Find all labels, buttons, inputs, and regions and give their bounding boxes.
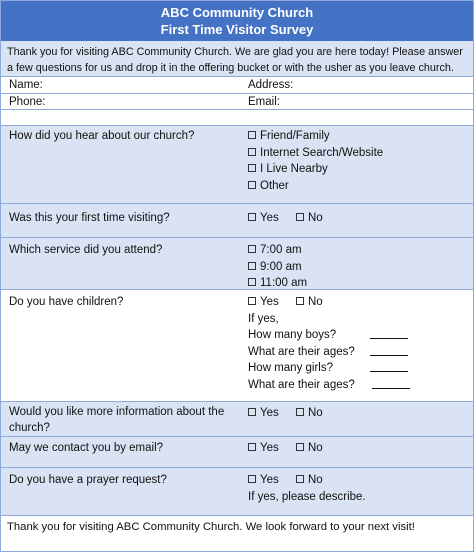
checkbox-icon[interactable] xyxy=(248,262,256,270)
question-first-time-row xyxy=(1,204,473,238)
children-options xyxy=(248,294,473,393)
phone-email-row xyxy=(1,94,473,110)
checkbox-icon[interactable] xyxy=(248,148,256,156)
name-label[interactable]: Name: xyxy=(9,79,43,91)
option-no[interactable]: No xyxy=(296,407,323,419)
question-hear-label: How did you hear about our church? xyxy=(9,130,195,142)
name-address-row xyxy=(1,77,473,94)
boys-ages-label: What are their ages? xyxy=(248,345,355,358)
checkbox-icon[interactable] xyxy=(248,245,256,253)
email-label[interactable]: Email: xyxy=(248,96,280,108)
checkbox-icon[interactable] xyxy=(248,408,256,416)
if-yes-label: If yes, xyxy=(248,312,279,325)
prayer-options xyxy=(248,472,473,505)
phone-label[interactable]: Phone: xyxy=(9,96,46,108)
option-other[interactable]: Other xyxy=(248,178,473,195)
first-time-options xyxy=(248,210,473,227)
service-options xyxy=(248,242,473,292)
option-friend-family[interactable]: Friend/Family xyxy=(248,128,473,145)
intro-text: Thank you for visiting ABC Community Church. We are glad you are here today! Please answer a few questions for us and drop it in the offering bucket or with the usher as you leave church. xyxy=(1,41,473,77)
checkbox-icon[interactable] xyxy=(296,475,304,483)
option-9am[interactable]: 9:00 am xyxy=(248,259,473,276)
option-yes[interactable]: Yes xyxy=(248,296,279,308)
question-more-info-row xyxy=(1,402,473,437)
question-contact-email-row xyxy=(1,437,473,468)
option-11am[interactable]: 11:00 am xyxy=(248,275,473,292)
checkbox-icon[interactable] xyxy=(248,475,256,483)
checkbox-icon[interactable] xyxy=(248,297,256,305)
spacer-row xyxy=(1,110,473,126)
option-no[interactable]: No xyxy=(296,442,323,454)
boys-ages-blank[interactable] xyxy=(370,347,408,356)
address-label[interactable]: Address: xyxy=(248,79,294,91)
form-header xyxy=(1,1,473,41)
question-prayer-label: Do you have a prayer request? xyxy=(9,474,167,486)
question-service-label: Which service did you attend? xyxy=(9,244,163,256)
question-first-time-label: Was this your first time visiting? xyxy=(9,212,170,224)
question-hear-row xyxy=(1,126,473,204)
option-no[interactable]: No xyxy=(296,296,323,308)
girls-ages-label: What are their ages? xyxy=(248,378,355,391)
question-children-label: Do you have children? xyxy=(9,296,124,308)
checkbox-icon[interactable] xyxy=(296,213,304,221)
prayer-describe-label: If yes, please describe. xyxy=(248,490,366,503)
boys-count-blank[interactable] xyxy=(370,330,408,339)
checkbox-icon[interactable] xyxy=(248,213,256,221)
more-info-options xyxy=(248,405,473,422)
checkbox-icon[interactable] xyxy=(248,181,256,189)
option-yes[interactable]: Yes xyxy=(248,407,279,419)
church-name: ABC Community Church xyxy=(160,5,314,20)
option-yes[interactable]: Yes xyxy=(248,442,279,454)
form-title: First Time Visitor Survey xyxy=(160,22,314,37)
option-internet[interactable]: Internet Search/Website xyxy=(248,145,473,162)
checkbox-icon[interactable] xyxy=(248,278,256,286)
option-no[interactable]: No xyxy=(296,474,323,486)
checkbox-icon[interactable] xyxy=(296,408,304,416)
checkbox-icon[interactable] xyxy=(296,297,304,305)
question-service-row xyxy=(1,238,473,290)
option-no[interactable]: No xyxy=(296,212,323,224)
checkbox-icon[interactable] xyxy=(248,164,256,172)
contact-email-options xyxy=(248,440,473,457)
checkbox-icon[interactable] xyxy=(296,443,304,451)
checkbox-icon[interactable] xyxy=(248,131,256,139)
option-yes[interactable]: Yes xyxy=(248,212,279,224)
option-yes[interactable]: Yes xyxy=(248,474,279,486)
question-children-row xyxy=(1,290,473,402)
question-more-info-label: Would you like more information about the church? xyxy=(9,406,225,434)
girls-count-label: How many girls? xyxy=(248,362,333,374)
option-7am[interactable]: 7:00 am xyxy=(248,242,473,259)
question-prayer-row xyxy=(1,468,473,516)
girls-ages-blank[interactable] xyxy=(372,380,410,389)
hear-options xyxy=(248,128,473,194)
option-live-nearby[interactable]: I Live Nearby xyxy=(248,161,473,178)
checkbox-icon[interactable] xyxy=(248,443,256,451)
boys-count-label: How many boys? xyxy=(248,329,337,341)
girls-count-blank[interactable] xyxy=(370,363,408,372)
question-contact-email-label: May we contact you by email? xyxy=(9,442,164,454)
footer-text: Thank you for visiting ABC Community Church. We look forward to your next visit! xyxy=(1,516,473,551)
